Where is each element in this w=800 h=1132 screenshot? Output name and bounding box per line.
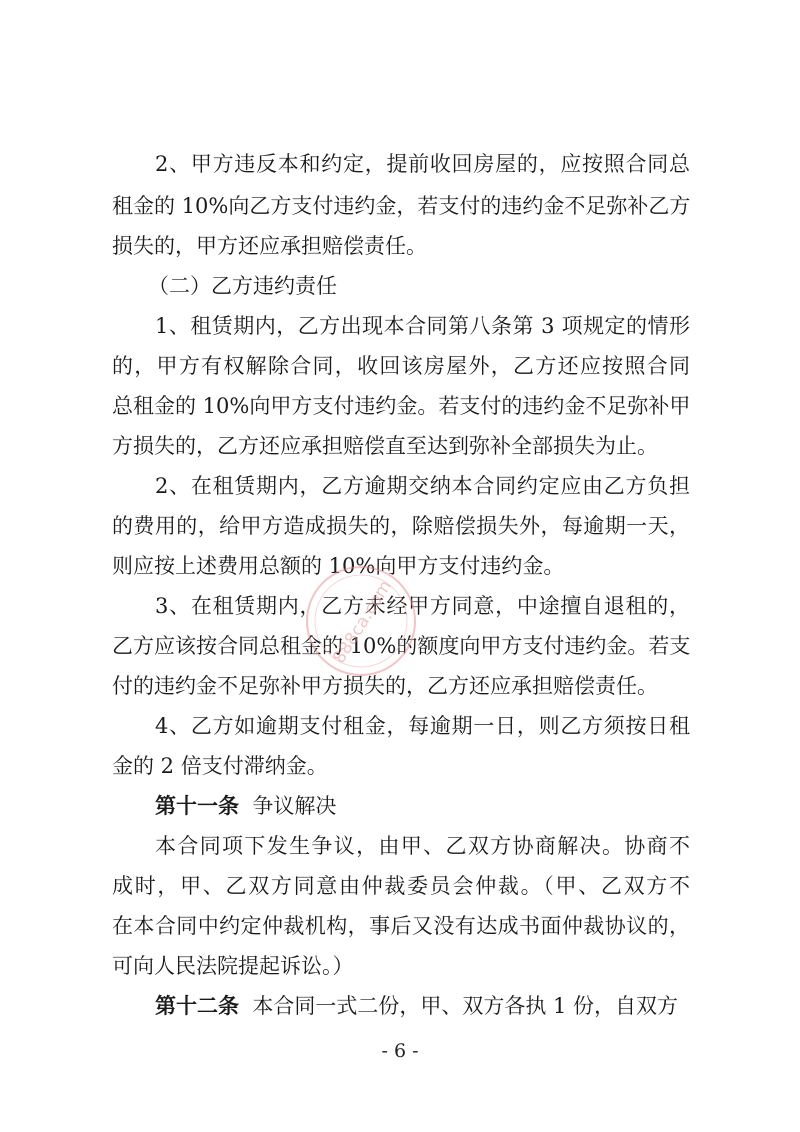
text-line: 在本合同中约定仲裁机构，事后又没有达成书面仲裁协议的， [112,914,690,938]
page-number: - 6 - [381,1040,419,1062]
article-number: 第十一条 [155,793,239,818]
text-line: 2、在租赁期内，乙方逾期交纳本合同约定应由乙方负担 [155,474,690,498]
text-line: 4、乙方如逾期支付租金，每逾期一日，则乙方须按日租 [155,714,690,738]
article-heading [155,792,336,820]
text-line: 租金的 10%向乙方支付违约金，若支付的违约金不足弥补乙方 [112,194,691,218]
watermark-text: 888ca.com [329,576,397,668]
text-line: 的费用的，给甲方造成损失的，除赔偿损失外，每逾期一天， [112,514,690,538]
text-line: 总租金的 10%向甲方支付违约金。若支付的违约金不足弥补甲 [112,394,691,418]
text-line: 3、在租赁期内，乙方未经甲方同意，中途擅自退租的， [155,594,690,618]
text-line: 的，甲方有权解除合同，收回该房屋外，乙方还应按照合同 [112,354,690,378]
text-line: 乙方应该按合同总租金的 10%的额度向甲方支付违约金。若支 [112,634,691,658]
section-subheading: （二）乙方违约责任 [148,274,337,298]
text-line: 付的违约金不足弥补甲方损失的，乙方还应承担赔偿责任。 [112,674,658,698]
article-title: 争议解决 [239,794,337,818]
text-line: 成时，甲、乙双方同意由仲裁委员会仲裁。（甲、乙双方不 [112,874,690,898]
text-line: 则应按上述费用总额的 10%向甲方支付违约金。 [112,554,565,578]
text-line: 金的 2 倍支付滞纳金。 [112,754,328,778]
text-line: 可向人民法院提起诉讼。） [112,954,354,978]
watermark-stamp [302,562,420,680]
text-line: 损失的，甲方还应承担赔偿责任。 [112,234,427,258]
article-number: 第十二条 [155,993,239,1018]
text-line: 本合同项下发生争议，由甲、乙双方协商解决。协商不 [155,834,690,858]
article-text: 本合同一式二份，甲、双方各执 1 份，自双方 [239,994,679,1018]
text-line: 2、甲方违反本和约定，提前收回房屋的，应按照合同总 [155,152,690,176]
text-line: 1、租赁期内，乙方出现本合同第八条第 3 项规定的情形 [155,314,690,338]
text-line: 方损失的，乙方还应承担赔偿直至达到弥补全部损失为止。 [112,434,658,458]
article-heading [155,992,690,1020]
